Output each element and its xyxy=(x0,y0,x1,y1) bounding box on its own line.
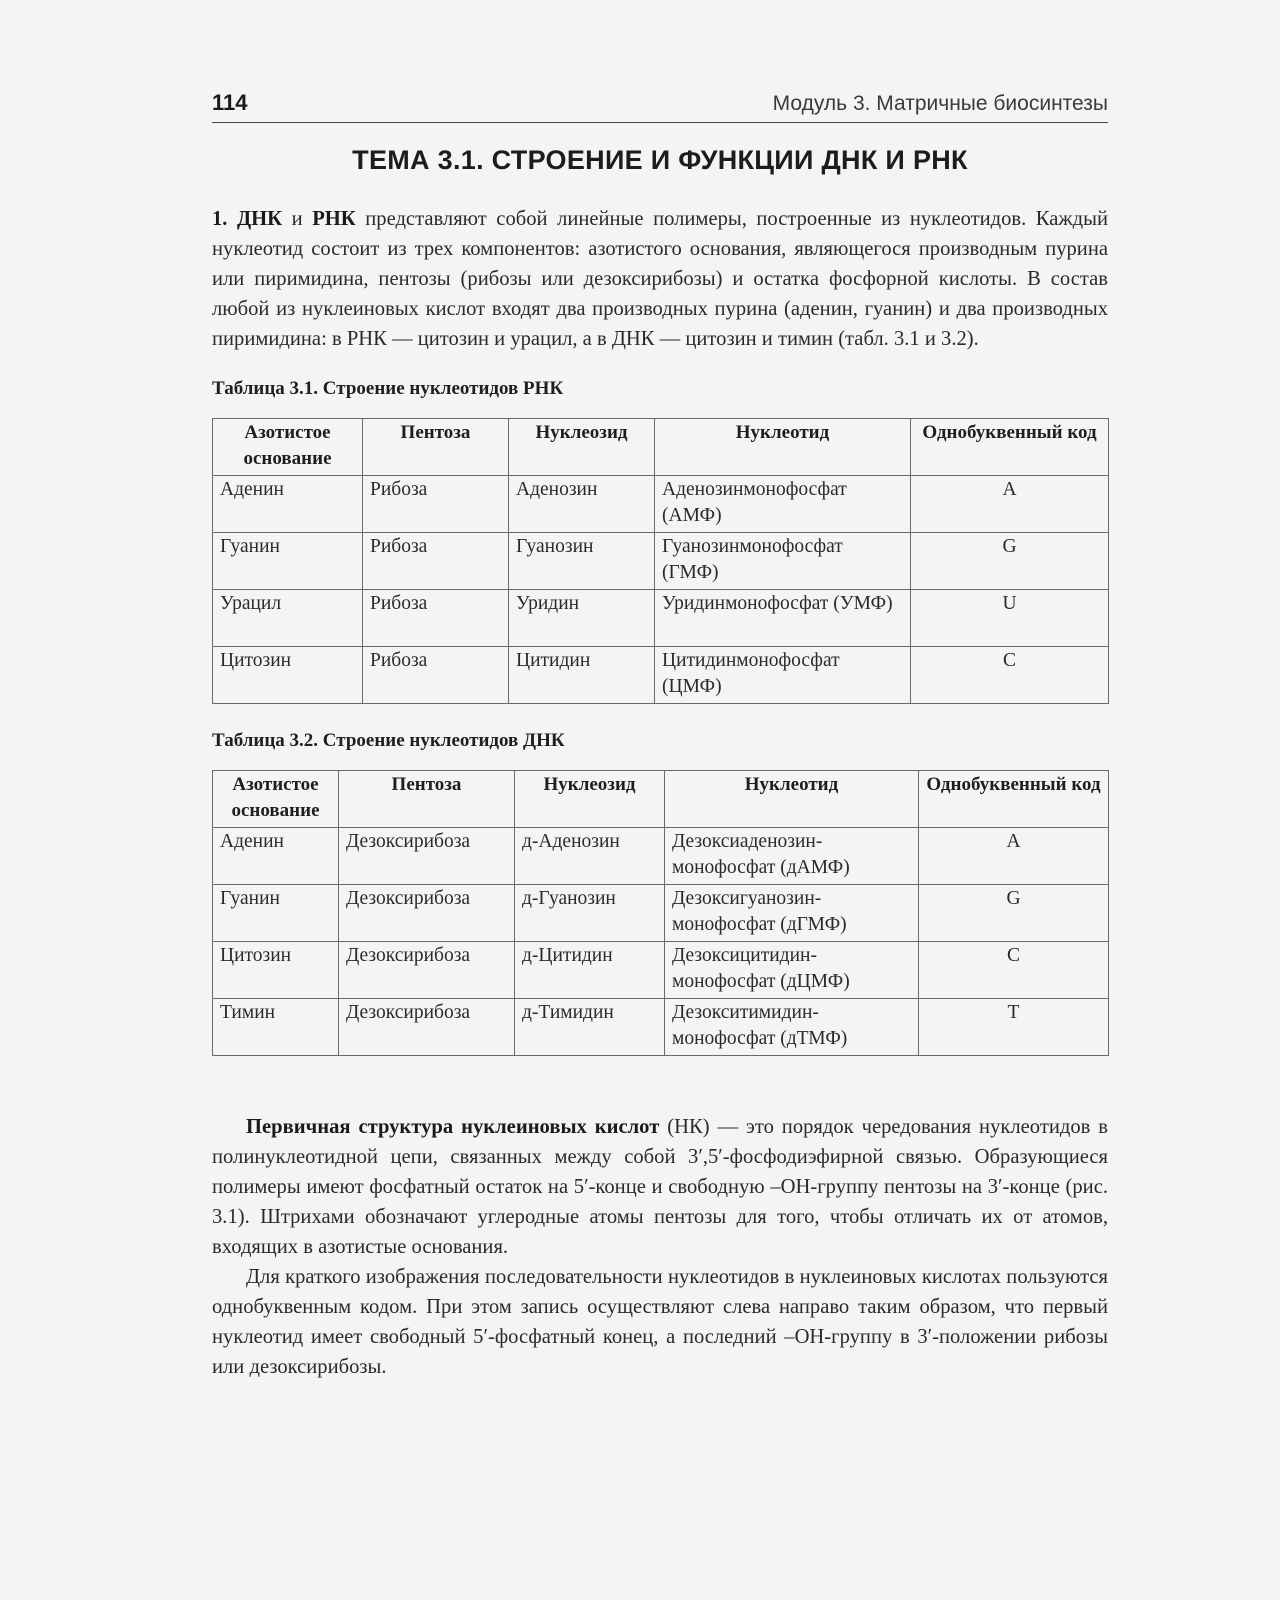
cell-code: T xyxy=(919,999,1109,1056)
header-pentose: Пентоза xyxy=(339,771,515,828)
primary-structure-term: Первичная структура нуклеиновых кислот xyxy=(246,1116,660,1138)
header-base: Азотистое основание xyxy=(213,771,339,828)
header-pentose: Пентоза xyxy=(363,419,509,476)
intro-text: представляют собой линейные полимеры, построенные из нуклеотидов. Каждый нуклеотид состоит из трех компонентов: азотистого основания, являющегося производным пурина или пиримидина, пентозы (рибозы или дезоксирибозы) и остатка фосфорной кислоты. В состав любой из нуклеиновых кислот входят два производных пурина (аденин, гуанин) и два производных пиримидина: в РНК — цитозин и урацил, а в ДНК — цитозин и тимин (табл. 3.1 и 3.2). xyxy=(212,208,1108,350)
cell-base: Урацил xyxy=(213,590,363,647)
running-head xyxy=(212,78,1108,123)
one-letter-code-paragraph: Для краткого изображения последовательности нуклеотидов в нуклеиновых кислотах пользуются однобуквенным кодом. При этом запись осуществляют слева направо таким образом, что первый нуклеотид имеет свободный 5′-фосфатный конец, а последний –ОН-группу в 3′-положении рибозы или дезоксирибозы. xyxy=(212,1266,1108,1378)
primary-structure-paragraph xyxy=(212,1112,1108,1262)
header-nucleotide: Нуклеотид xyxy=(655,419,911,476)
header-nucleotide: Нуклеотид xyxy=(665,771,919,828)
cell-nucleoside: Цитидин xyxy=(509,647,655,704)
intro-and: и xyxy=(291,208,303,230)
cell-nucleotide: Дезоксицитидин-монофосфат (дЦМФ) xyxy=(665,942,919,999)
cell-code: G xyxy=(919,885,1109,942)
intro-term-dna: ДНК xyxy=(236,208,283,230)
cell-pentose: Рибоза xyxy=(363,590,509,647)
table-row xyxy=(213,828,1109,885)
cell-nucleoside: д-Гуанозин xyxy=(515,885,665,942)
cell-nucleoside: Аденозин xyxy=(509,476,655,533)
table1-caption: Таблица 3.1. Строение нуклеотидов РНК xyxy=(212,378,564,399)
cell-nucleotide: Дезоксигуанозин-монофосфат (дГМФ) xyxy=(665,885,919,942)
primary-structure-text: (НК) — это порядок чередования нуклеотидов в полинуклеотидной цепи, связанных между собой 3′,5′-фосфодиэфирной связью. Образующиеся полимеры имеют фосфатный остаток на 5′-конце и свободную –ОН-группу пентозы на 3′-конце (рис. 3.1). Штрихами обозначают углеродные атомы пентозы для того, чтобы отличать их от атомов, входящих в азотистые основания. xyxy=(212,1116,1108,1258)
intro-paragraph xyxy=(212,204,1108,354)
cell-pentose: Рибоза xyxy=(363,533,509,590)
cell-base: Гуанин xyxy=(213,533,363,590)
header-nucleoside: Нуклеозид xyxy=(515,771,665,828)
cell-code: C xyxy=(911,647,1109,704)
table-row xyxy=(213,885,1109,942)
table-row xyxy=(213,647,1109,704)
header-nucleoside: Нуклеозид xyxy=(509,419,655,476)
cell-pentose: Рибоза xyxy=(363,647,509,704)
header-code: Однобуквенный код xyxy=(919,771,1109,828)
cell-base: Цитозин xyxy=(213,942,339,999)
table-row xyxy=(213,999,1109,1056)
cell-nucleotide: Аденозинмонофосфат (АМФ) xyxy=(655,476,911,533)
header-code: Однобуквенный код xyxy=(911,419,1109,476)
cell-code: U xyxy=(911,590,1109,647)
module-title: Модуль 3. Матричные биосинтезы xyxy=(772,92,1108,115)
table-rna-nucleotides xyxy=(212,418,1109,704)
cell-code: C xyxy=(919,942,1109,999)
table-header-row xyxy=(213,419,1109,476)
cell-nucleoside: д-Цитидин xyxy=(515,942,665,999)
topic-title: ТЕМА 3.1. СТРОЕНИЕ И ФУНКЦИИ ДНК И РНК xyxy=(352,145,968,175)
cell-nucleotide: Уридинмонофосфат (УМФ) xyxy=(655,590,911,647)
book-page xyxy=(212,78,1108,1382)
page-number: 114 xyxy=(212,90,248,115)
cell-pentose: Дезоксирибоза xyxy=(339,828,515,885)
header-base: Азотистое основание xyxy=(213,419,363,476)
cell-nucleoside: д-Аденозин xyxy=(515,828,665,885)
cell-nucleotide: Гуанозинмонофосфат (ГМФ) xyxy=(655,533,911,590)
cell-base: Цитозин xyxy=(213,647,363,704)
cell-nucleotide: Цитидинмонофосфат (ЦМФ) xyxy=(655,647,911,704)
table-row xyxy=(213,942,1109,999)
table-row xyxy=(213,533,1109,590)
intro-number: 1. xyxy=(212,208,228,230)
table-row xyxy=(213,476,1109,533)
cell-nucleoside: Гуанозин xyxy=(509,533,655,590)
cell-code: A xyxy=(919,828,1109,885)
cell-base: Тимин xyxy=(213,999,339,1056)
cell-nucleoside: д-Тимидин xyxy=(515,999,665,1056)
table-dna-nucleotides xyxy=(212,770,1109,1056)
cell-code: A xyxy=(911,476,1109,533)
cell-base: Аденин xyxy=(213,828,339,885)
table2-caption: Таблица 3.2. Строение нуклеотидов ДНК xyxy=(212,730,565,751)
cell-pentose: Дезоксирибоза xyxy=(339,999,515,1056)
cell-nucleotide: Дезоксиаденозин-монофосфат (дАМФ) xyxy=(665,828,919,885)
table-row xyxy=(213,590,1109,647)
intro-term-rna: РНК xyxy=(312,208,356,230)
cell-pentose: Рибоза xyxy=(363,476,509,533)
cell-base: Аденин xyxy=(213,476,363,533)
cell-nucleoside: Уридин xyxy=(509,590,655,647)
cell-nucleotide: Дезокситимидин-монофосфат (дТМФ) xyxy=(665,999,919,1056)
cell-code: G xyxy=(911,533,1109,590)
table-header-row xyxy=(213,771,1109,828)
cell-base: Гуанин xyxy=(213,885,339,942)
cell-pentose: Дезоксирибоза xyxy=(339,942,515,999)
cell-pentose: Дезоксирибоза xyxy=(339,885,515,942)
